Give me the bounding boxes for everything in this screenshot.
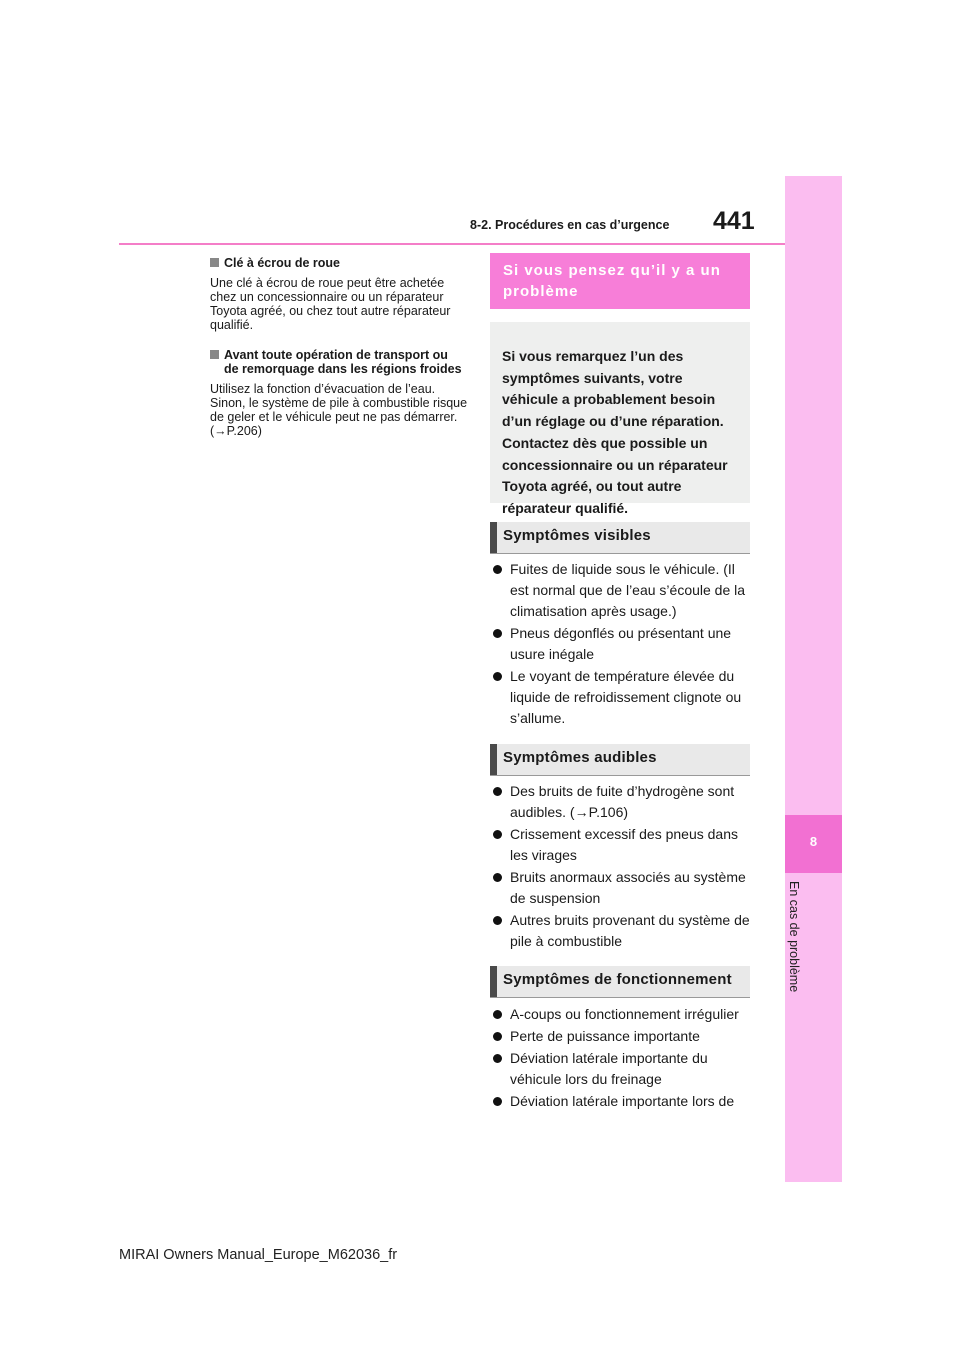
heading-text-line1: Avant toute opération de transport ou <box>224 348 448 362</box>
bullet-dot-icon <box>493 1054 502 1063</box>
footer-doc-id: MIRAI Owners Manual_Europe_M62036_fr <box>119 1247 398 1263</box>
square-bullet-icon <box>210 350 219 359</box>
heading-text: Symptômes audibles <box>503 749 657 766</box>
operation-symptoms-heading <box>490 966 750 998</box>
list-item: Bruits anormaux associés au système de suspension <box>490 867 752 909</box>
heading-bar <box>490 966 497 997</box>
bullet-dot-icon <box>493 565 502 574</box>
intro-text: Si vous remarquez l’un des symptômes suivants, votre véhicule a probablement besoin d’un réglage ou d’une réparation. Contactez dès que possible un concessionnaire ou un réparateur Toyota agréé, ou tout autre réparateur qualifié. <box>502 348 728 516</box>
heading-bar <box>490 744 497 775</box>
heading-text-line2: de remorquage dans les régions froides <box>224 362 462 376</box>
list-item: A-coups ou fonctionnement irrégulier <box>490 1004 752 1025</box>
bullet-dot-icon <box>493 629 502 638</box>
heading-text: Symptômes visibles <box>503 527 651 544</box>
header-rule <box>119 243 785 245</box>
left-block-key <box>210 256 472 332</box>
visible-symptoms-list <box>490 559 752 730</box>
heading-bar <box>490 522 497 553</box>
bullet-dot-icon <box>493 916 502 925</box>
list-item: Autres bruits provenant du système de pile à combustible <box>490 910 752 952</box>
heading-text: Clé à écrou de roue <box>224 256 341 270</box>
audible-symptoms-heading <box>490 744 750 776</box>
page-number: 441 <box>713 207 755 235</box>
bullet-dot-icon <box>493 672 502 681</box>
square-bullet-icon <box>210 258 219 267</box>
bullet-dot-icon <box>493 873 502 882</box>
list-item: Le voyant de température élevée du liquide de refroidissement clignote ou s’allume. <box>490 666 752 729</box>
list-item: Fuites de liquide sous le véhicule. (Il est normal que de l’eau s’écoule de la climatisation après usage.) <box>490 559 752 622</box>
list-item: Pneus dégonflés ou présentant une usure inégale <box>490 623 752 665</box>
list-item: Perte de puissance importante <box>490 1026 752 1047</box>
block-heading-cold-regions <box>210 348 472 362</box>
list-item: Crissement excessif des pneus dans les virages <box>490 824 752 866</box>
block-heading-wheel-key <box>210 256 472 270</box>
heading-text: Symptômes de fonctionnement <box>503 971 732 988</box>
problem-heading: Si vous pensez qu’il y a un problème <box>503 262 721 300</box>
left-block-cold <box>210 348 472 438</box>
bullet-dot-icon <box>493 787 502 796</box>
list-item: Déviation latérale importante lors de <box>490 1091 752 1112</box>
audible-symptoms-list <box>490 781 752 953</box>
bullet-dot-icon <box>493 1010 502 1019</box>
bullet-dot-icon <box>493 1097 502 1106</box>
block-text-cold-regions: Utilisez la fonction d’évacuation de l’eau. Sinon, le système de pile à combustible risque de geler et le véhicule peut ne pas démarrer. (→P.206) <box>210 382 468 438</box>
operation-symptoms-list <box>490 1004 752 1113</box>
list-item: Déviation latérale importante du véhicule lors du freinage <box>490 1048 752 1090</box>
bullet-dot-icon <box>493 830 502 839</box>
bullet-dot-icon <box>493 1032 502 1041</box>
section-title: 8-2. Procédures en cas d’urgence <box>470 218 670 232</box>
chapter-number: 8 <box>809 834 818 849</box>
chapter-label: En cas de problème <box>787 881 801 993</box>
block-text-wheel-key: Une clé à écrou de roue peut être achetée chez un concessionnaire ou un réparateur Toyota agréé, ou chez tout autre réparateur qualifié. <box>210 276 451 332</box>
chapter-side-band <box>785 176 842 1182</box>
list-item: Des bruits de fuite d’hydrogène sont audibles. (→P.106) <box>490 781 752 823</box>
visible-symptoms-heading <box>490 522 750 554</box>
